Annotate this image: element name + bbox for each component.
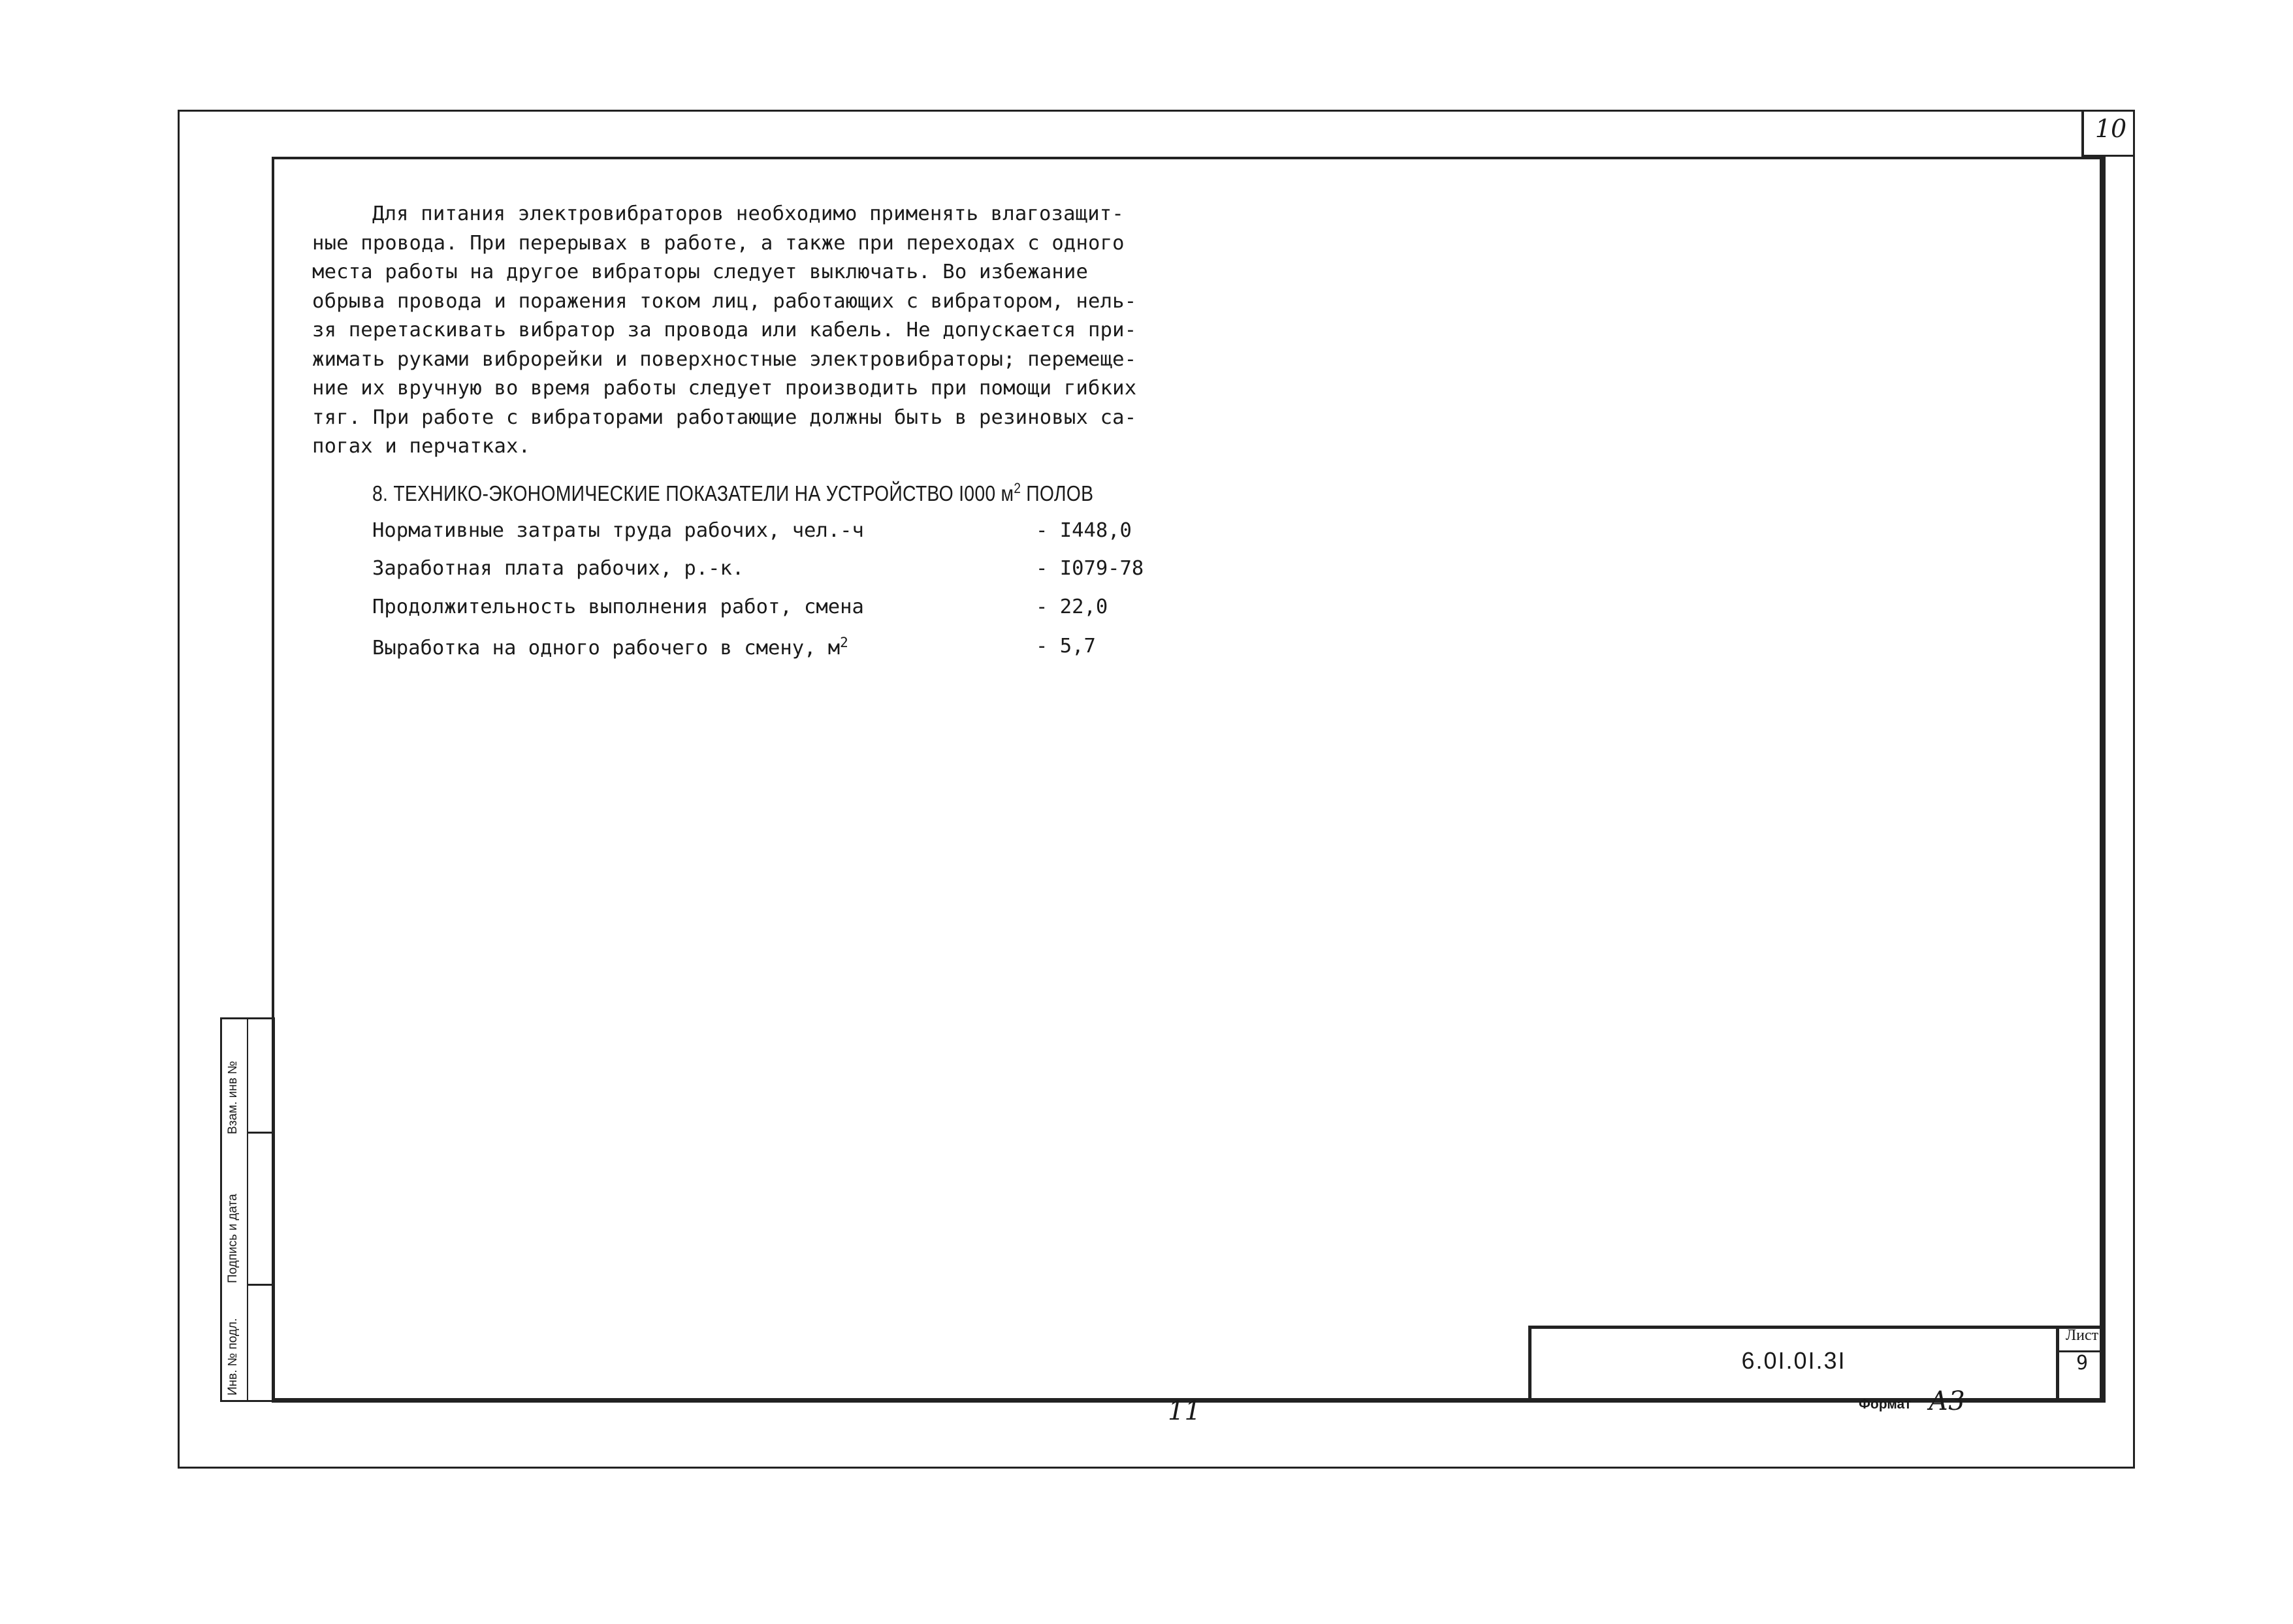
side-stamp-line xyxy=(247,1284,275,1286)
indicator-value: - I448,0 xyxy=(1036,519,1132,542)
stamp-field-signature-date: Подпись и дата xyxy=(226,1194,240,1283)
corner-number: 10 xyxy=(2094,114,2127,143)
stamp-field-replacement-inv: Взам. инв № xyxy=(226,1060,240,1134)
indicator-label: Нормативные затраты труда рабочих, чел.-ч xyxy=(372,519,864,542)
paragraph-line: жимать руками виброрейки и поверхностные электровибраторы; перемеще- xyxy=(312,347,1137,371)
paragraph-line: тяг. При работе с вибраторами работающие должны быть в резиновых са- xyxy=(312,406,1137,429)
paragraph-line: Для питания электровибраторов необходимо применять влагозащит- xyxy=(372,202,1124,225)
format-label: Формат xyxy=(1859,1397,1912,1412)
sheet-number: 9 xyxy=(2076,1352,2089,1375)
indicator-value: - 22,0 xyxy=(1036,596,1108,618)
indicator-superscript: 2 xyxy=(840,635,848,650)
indicator-row-output xyxy=(372,635,848,660)
page-number-handwritten: 11 xyxy=(1168,1396,1201,1426)
safety-paragraph xyxy=(312,200,1161,462)
indicator-value: - 5,7 xyxy=(1036,635,1096,658)
sheet-label: Лист xyxy=(2065,1327,2099,1344)
indicator-label: Заработная плата рабочих, р.-к. xyxy=(372,557,745,580)
stamp-field-original-inv: Инв. № подл. xyxy=(226,1318,240,1395)
indicator-label: Продолжительность выполнения работ, смена xyxy=(372,596,864,618)
paragraph-line: зя перетаскивать вибратор за провода или кабель. Не допускается при- xyxy=(312,319,1137,342)
paragraph-line: погах и перчатках. xyxy=(312,435,531,458)
heading-text: 8. ТЕХНИКО-ЭКОНОМИЧЕСКИЕ ПОКАЗАТЕЛИ НА УСТРОЙСТВО I000 м xyxy=(372,481,1014,505)
heading-superscript: 2 xyxy=(1014,480,1021,496)
side-stamp-divider xyxy=(247,1017,248,1402)
paragraph-line: обрыва провода и поражения током лиц, работающих с вибратором, нель- xyxy=(312,289,1137,313)
paragraph-line: места работы на другое вибраторы следует выключать. Во избежание xyxy=(312,261,1089,283)
format-value: А3 xyxy=(1929,1386,1965,1416)
paragraph-line: ные провода. При перерывах в работе, а также при переходах с одного xyxy=(312,231,1125,255)
heading-suffix: ПОЛОВ xyxy=(1021,481,1094,505)
indicator-label: Выработка на одного рабочего в смену, м xyxy=(372,637,841,660)
section-heading xyxy=(372,480,1093,506)
indicator-value: - I079-78 xyxy=(1036,557,1144,580)
side-stamp-line xyxy=(247,1132,275,1134)
document-code: 6.0I.0I.3I xyxy=(1741,1347,1846,1374)
paragraph-line: ние их вручную во время работы следует производить при помощи гибких xyxy=(312,377,1137,400)
